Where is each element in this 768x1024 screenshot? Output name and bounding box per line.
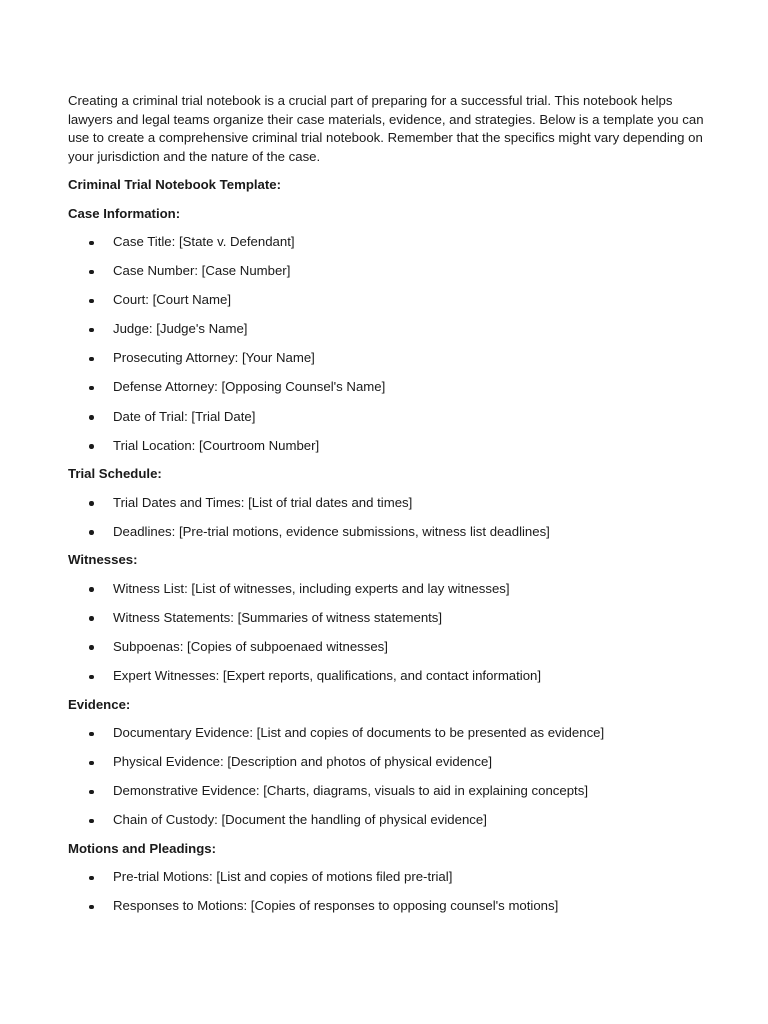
- section-witnesses: [68, 551, 708, 685]
- list-item: [68, 782, 708, 801]
- template-title: Criminal Trial Notebook Template:: [68, 177, 281, 192]
- list-item-text: Case Title: [State v. Defendant]: [113, 234, 295, 249]
- bullet-list: [68, 868, 708, 916]
- bullet-icon: [89, 501, 94, 506]
- bullet-icon: [89, 876, 94, 881]
- section-evidence: [68, 696, 708, 830]
- list-item: [68, 262, 708, 281]
- list-item: [68, 811, 708, 830]
- bullet-icon: [89, 241, 94, 246]
- section-trial-schedule: [68, 465, 708, 541]
- list-item-text: Date of Trial: [Trial Date]: [113, 408, 256, 424]
- bullet-icon: [89, 790, 94, 795]
- bullet-list: [68, 494, 708, 542]
- list-item: [68, 667, 708, 686]
- list-item-text: Deadlines: [Pre-trial motions, evidence submissions, witness list deadlines]: [113, 523, 550, 539]
- list-item: [68, 638, 708, 657]
- bullet-icon: [89, 645, 94, 650]
- bullet-icon: [89, 299, 94, 304]
- list-item-text: Court: [Court Name]: [113, 292, 231, 308]
- list-item-text: Documentary Evidence: [List and copies of documents to be presented as evidence]: [113, 725, 605, 741]
- section-heading: Motions and Pleadings:: [68, 840, 216, 856]
- list-item: [68, 897, 708, 916]
- list-item: [68, 378, 708, 397]
- list-item: [68, 291, 708, 310]
- document-page: [68, 92, 708, 926]
- list-item-text: Subpoenas: [Copies of subpoenaed witnesses]: [113, 638, 388, 654]
- list-item: [68, 320, 708, 339]
- bullet-list: [68, 233, 708, 455]
- bullet-icon: [89, 675, 94, 680]
- bullet-icon: [89, 905, 94, 910]
- section-case-information: [68, 205, 708, 456]
- intro-paragraph: Creating a criminal trial notebook is a crucial part of preparing for a successful trial. This notebook helps lawyers and legal teams organize their case materials, evidence, and strategies. Below is a template you can use to create a comprehensive criminal trial notebook. Remember that the specifics might vary depending on your jurisdiction and the nature of the case.: [68, 93, 704, 164]
- list-item-text: Physical Evidence: [Description and photos of physical evidence]: [113, 754, 492, 770]
- bullet-icon: [89, 732, 94, 737]
- list-item-text: Pre-trial Motions: [List and copies of motions filed pre-trial]: [113, 869, 453, 885]
- list-item: [68, 724, 708, 743]
- bullet-icon: [89, 444, 94, 449]
- section-motions-and-pleadings: [68, 840, 708, 916]
- list-item: [68, 437, 708, 456]
- bullet-icon: [89, 616, 94, 621]
- list-item-text: Witness Statements: [Summaries of witness statements]: [113, 609, 443, 625]
- bullet-icon: [89, 530, 94, 535]
- bullet-icon: [89, 270, 94, 275]
- list-item: [68, 753, 708, 772]
- list-item: [68, 408, 708, 427]
- list-item: [68, 580, 708, 599]
- bullet-icon: [89, 761, 94, 766]
- bullet-icon: [89, 357, 94, 362]
- list-item: [68, 523, 708, 542]
- bullet-icon: [89, 819, 94, 824]
- list-item-text: Expert Witnesses: [Expert reports, qualifications, and contact information]: [113, 668, 542, 684]
- list-item: [68, 494, 708, 513]
- list-item: [68, 349, 708, 368]
- list-item: [68, 868, 708, 887]
- section-heading: Witnesses:: [68, 552, 138, 568]
- list-item-text: Witness List: [List of witnesses, including experts and lay witnesses]: [113, 580, 510, 596]
- bullet-list: [68, 724, 708, 830]
- list-item-text: Prosecuting Attorney: [Your Name]: [113, 350, 315, 366]
- section-heading: Evidence:: [68, 696, 131, 712]
- list-item-text: Trial Dates and Times: [List of trial dates and times]: [113, 494, 413, 510]
- list-item: [68, 233, 708, 252]
- list-item-text: Defense Attorney: [Opposing Counsel's Name]: [113, 379, 386, 395]
- list-item-text: Trial Location: [Courtroom Number]: [113, 437, 320, 453]
- list-item-text: Responses to Motions: [Copies of responses to opposing counsel's motions]: [113, 898, 559, 914]
- bullet-icon: [89, 415, 94, 420]
- list-item-text: Chain of Custody: [Document the handling of physical evidence]: [113, 812, 487, 828]
- bullet-icon: [89, 386, 94, 391]
- list-item-text: Case Number: [Case Number]: [113, 263, 291, 279]
- bullet-list: [68, 580, 708, 686]
- bullet-icon: [89, 587, 94, 592]
- bullet-icon: [89, 328, 94, 333]
- section-heading: Case Information:: [68, 205, 181, 221]
- section-heading: Trial Schedule:: [68, 466, 162, 482]
- list-item: [68, 609, 708, 628]
- list-item-text: Demonstrative Evidence: [Charts, diagrams, visuals to aid in explaining concepts]: [113, 783, 588, 799]
- list-item-text: Judge: [Judge's Name]: [113, 321, 248, 337]
